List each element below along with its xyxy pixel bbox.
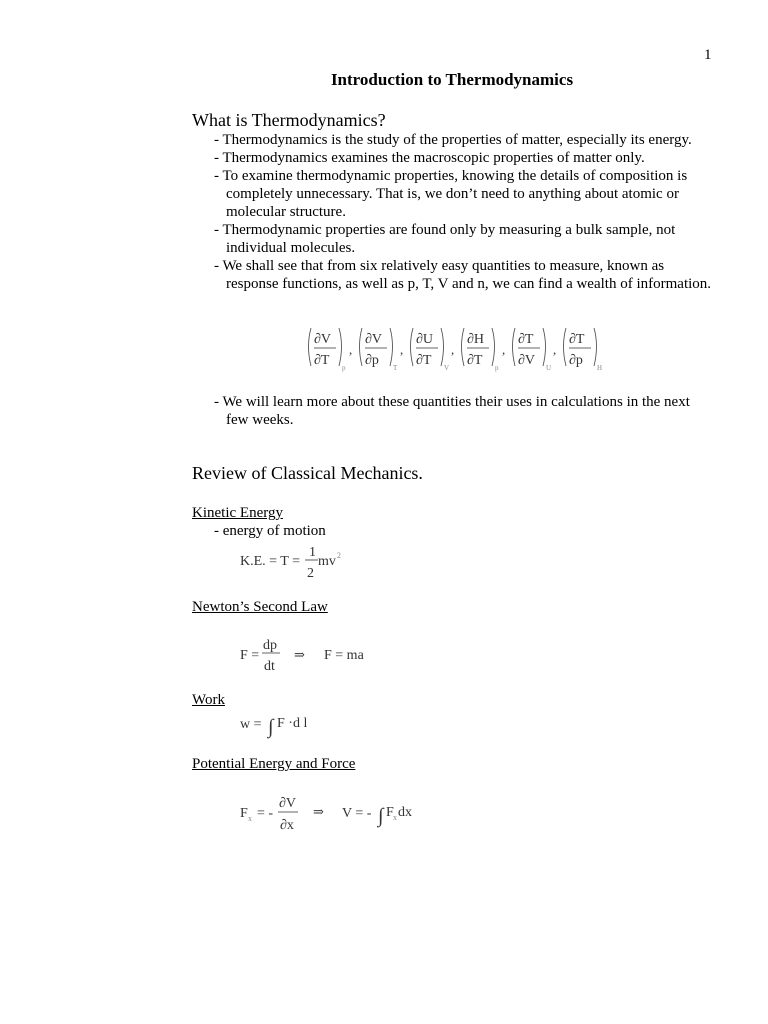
work-equation: [238, 708, 338, 742]
comma-separator: ,: [553, 342, 557, 357]
newton-den: dt: [264, 659, 275, 674]
right-paren-icon: [390, 328, 393, 366]
section-heading-mechanics: Review of Classical Mechanics.: [192, 463, 423, 483]
pot-num: ∂V: [279, 796, 297, 811]
comma-separator: ,: [451, 342, 455, 357]
left-paren-icon: [513, 328, 516, 366]
right-paren-icon: [594, 328, 597, 366]
comma-separator: ,: [400, 342, 404, 357]
kinetic-energy-desc: - energy of motion: [214, 523, 326, 539]
thermo-bullet-list: [214, 131, 714, 293]
bullet-item: - Thermodynamics examines the macroscopic properties of matter only.: [214, 150, 645, 166]
integral-icon: ∫: [378, 805, 384, 827]
bullet-item: - Thermodynamics is the study of the properties of matter, especially its energy.: [214, 132, 692, 148]
bullet-item: - We shall see that from six relatively easy quantities to measure, known as response functions, as well as p, T, V and n, we can find a wealth of information.: [214, 258, 712, 292]
work-heading: Work: [192, 692, 225, 708]
work-lhs: w =: [240, 717, 262, 732]
partial-numerator: ∂V: [365, 332, 383, 347]
partial-subscript: p: [342, 364, 346, 372]
partial-denominator: ∂V: [518, 353, 536, 368]
partial-denominator: ∂p: [365, 353, 379, 368]
pot-den: ∂x: [280, 818, 294, 833]
partial-numerator: ∂V: [314, 332, 332, 347]
integral-icon: ∫: [268, 716, 274, 738]
partial-numerator: ∂U: [416, 332, 434, 347]
left-paren-icon: [564, 328, 567, 366]
partial-subscript: U: [546, 364, 552, 372]
ke-lhs: K.E. = T =: [240, 554, 300, 569]
closing-bullet: [214, 393, 714, 429]
partial-numerator: ∂T: [569, 332, 585, 347]
pot-lhs: F: [240, 806, 248, 821]
partial-denominator: ∂T: [416, 353, 432, 368]
partial-numerator: ∂T: [518, 332, 534, 347]
ke-sup: 2: [337, 551, 341, 560]
page-number: 1: [704, 47, 712, 63]
left-paren-icon: [360, 328, 363, 366]
right-paren-icon: [492, 328, 495, 366]
bullet-item: - We will learn more about these quantities their uses in calculations in the next few weeks.: [214, 394, 690, 428]
pot-arrow: ⇒: [313, 804, 324, 819]
partial-subscript: p: [495, 364, 499, 372]
newton-heading: Newton’s Second Law: [192, 599, 328, 615]
document-title: Introduction to Thermodynamics: [330, 70, 574, 89]
newton-arrow: ⇒: [294, 647, 305, 662]
comma-separator: ,: [349, 342, 353, 357]
ke-rhs: mv: [318, 554, 336, 569]
work-rhs: F ·d l: [277, 716, 308, 731]
response-functions-equation: [300, 322, 620, 378]
pot-rhs-dx: dx: [398, 805, 412, 820]
left-paren-icon: [309, 328, 312, 366]
partial-subscript: H: [597, 364, 603, 372]
right-paren-icon: [441, 328, 444, 366]
pot-rhs-f: F: [386, 805, 394, 820]
ke-num: 1: [309, 545, 316, 560]
newton-lhs: F =: [240, 648, 260, 663]
newton-equation: [238, 632, 388, 676]
pot-rhs-lhs: V = -: [342, 806, 372, 821]
newton-num: dp: [263, 638, 277, 653]
bullet-item: - To examine thermodynamic properties, knowing the details of composition is completely unnecessary. That is, we don’t need to anything about atomic or molecular structure.: [214, 168, 688, 220]
partial-denominator: ∂p: [569, 353, 583, 368]
kinetic-energy-heading: Kinetic Energy: [192, 505, 283, 521]
bullet-item: - Thermodynamic properties are found only by measuring a bulk sample, not individual molecules.: [214, 222, 676, 256]
potential-equation: [238, 790, 438, 836]
section-heading-thermo: What is Thermodynamics?: [192, 110, 386, 130]
ke-den: 2: [307, 566, 314, 581]
right-paren-icon: [339, 328, 342, 366]
partial-subscript: V: [444, 364, 450, 372]
kinetic-energy-equation: [238, 540, 358, 584]
pot-eq: = -: [257, 806, 274, 821]
partial-numerator: ∂H: [467, 332, 485, 347]
potential-heading: Potential Energy and Force: [192, 756, 356, 772]
partial-denominator: ∂T: [467, 353, 483, 368]
left-paren-icon: [462, 328, 465, 366]
left-paren-icon: [411, 328, 414, 366]
pot-rhs-sub: x: [393, 813, 397, 822]
newton-rhs: F = ma: [324, 648, 364, 663]
partial-subscript: T: [393, 364, 398, 372]
right-paren-icon: [543, 328, 546, 366]
pot-lhs-sub: x: [248, 814, 252, 823]
partial-denominator: ∂T: [314, 353, 330, 368]
comma-separator: ,: [502, 342, 506, 357]
